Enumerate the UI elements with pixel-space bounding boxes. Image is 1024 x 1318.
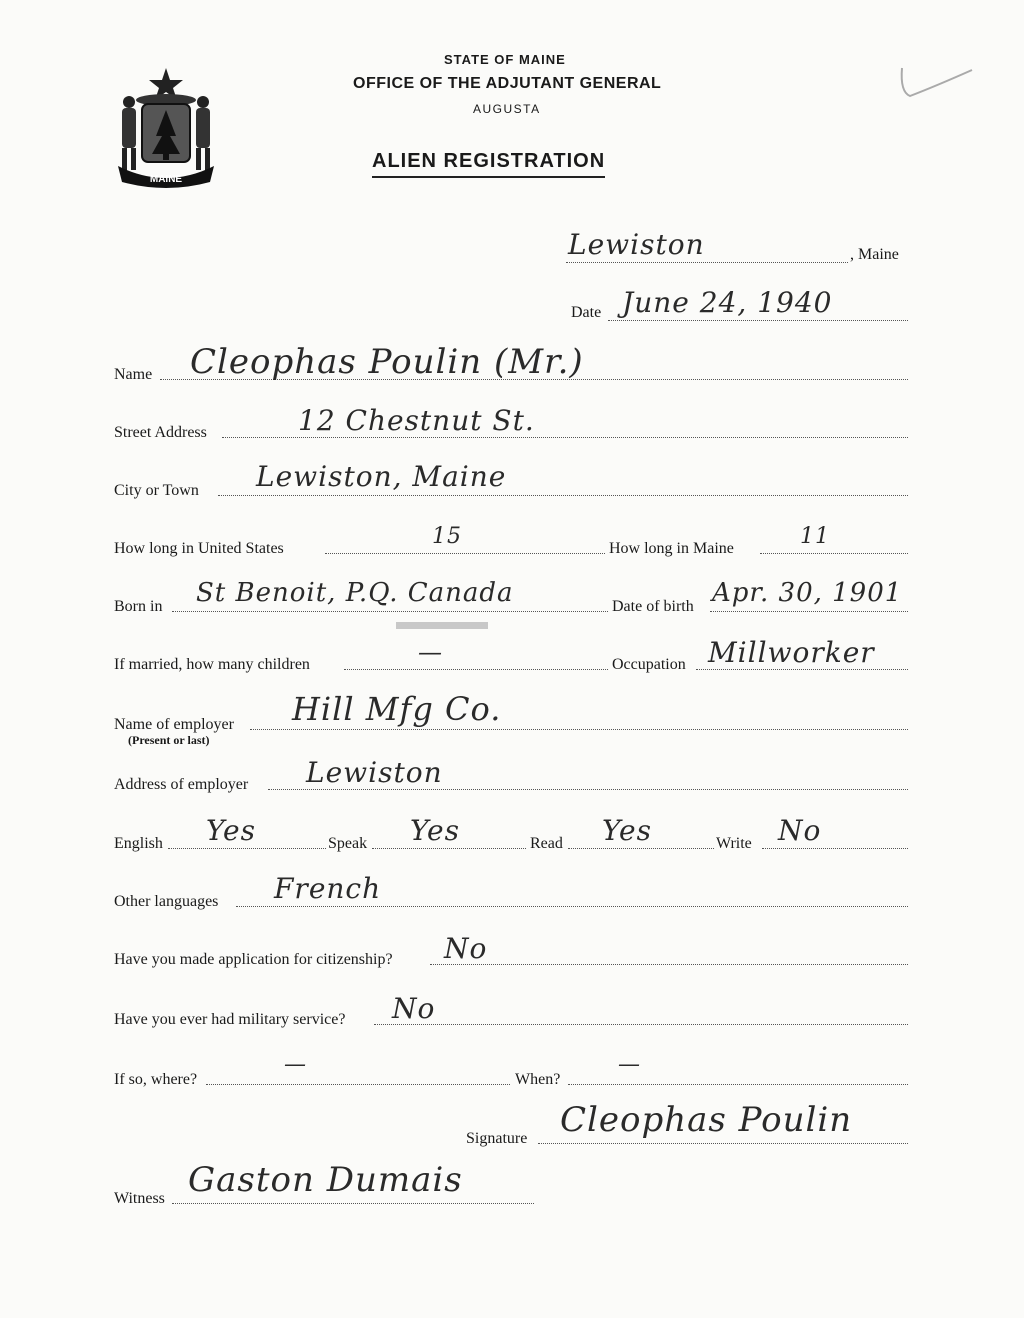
how-long-us-value: 15 xyxy=(432,524,462,549)
check-mark-icon xyxy=(896,62,976,107)
write-label: Write xyxy=(716,835,752,852)
date-value: June 24, 1940 xyxy=(622,286,833,319)
employer-address-value: Lewiston xyxy=(306,756,443,789)
occupation-label: Occupation xyxy=(612,656,686,673)
form-title: ALIEN REGISTRATION xyxy=(372,150,605,178)
city-value: Lewiston, Maine xyxy=(256,460,507,493)
speak-label: Speak xyxy=(328,835,368,852)
other-languages-label: Other languages xyxy=(114,893,219,910)
english-value: Yes xyxy=(206,814,256,847)
signature-value: Cleophas Poulin xyxy=(560,1100,853,1140)
english-label: English xyxy=(114,835,163,852)
name-label: Name xyxy=(114,366,153,383)
svg-text:MAINE: MAINE xyxy=(149,174,183,185)
employer-address-label: Address of employer xyxy=(114,776,249,793)
state-heading: STATE OF MAINE xyxy=(444,52,566,67)
witness-value: Gaston Dumais xyxy=(188,1160,463,1200)
citizenship-label: Have you made application for citizenship? xyxy=(114,951,393,968)
maine-label: , Maine xyxy=(850,246,899,263)
other-languages-value: French xyxy=(274,872,382,905)
citizenship-value: No xyxy=(444,932,488,965)
witness-label: Witness xyxy=(114,1190,165,1207)
read-value: Yes xyxy=(602,814,652,847)
street-label: Street Address xyxy=(114,424,207,441)
street-value: 12 Chestnut St. xyxy=(298,404,535,437)
speak-value: Yes xyxy=(410,814,460,847)
how-long-maine-value: 11 xyxy=(800,524,830,549)
occupation-value: Millworker xyxy=(708,636,875,669)
write-value: No xyxy=(778,814,822,847)
where-label: If so, where? xyxy=(114,1071,198,1088)
how-long-us-label: How long in United States xyxy=(114,540,284,557)
date-of-birth-label: Date of birth xyxy=(612,598,694,615)
when-label: When? xyxy=(515,1071,561,1088)
city-label: City or Town xyxy=(114,482,199,499)
name-value: Cleophas Poulin (Mr.) xyxy=(190,342,584,382)
date-label: Date xyxy=(571,304,602,321)
date-of-birth-value: Apr. 30, 1901 xyxy=(712,578,903,608)
read-label: Read xyxy=(530,835,563,852)
town-value: Lewiston xyxy=(568,228,705,261)
employer-name-label: Name of employer xyxy=(114,716,234,733)
maine-state-seal-icon xyxy=(112,66,220,192)
when-value: — xyxy=(618,1052,641,1077)
children-value: — xyxy=(418,638,443,666)
military-label: Have you ever had military service? xyxy=(114,1011,346,1028)
military-value: No xyxy=(392,992,436,1025)
employer-name-value: Hill Mfg Co. xyxy=(292,690,502,728)
married-children-label: If married, how many children xyxy=(114,656,310,673)
office-heading: OFFICE OF THE ADJUTANT GENERAL xyxy=(353,75,662,92)
where-value: — xyxy=(284,1052,307,1077)
how-long-maine-label: How long in Maine xyxy=(609,540,734,557)
born-in-value: St Benoit, P.Q. Canada xyxy=(196,578,514,608)
born-in-label: Born in xyxy=(114,598,163,615)
city-heading: AUGUSTA xyxy=(473,102,541,116)
signature-label: Signature xyxy=(466,1130,528,1147)
employer-note: (Present or last) xyxy=(128,733,210,747)
